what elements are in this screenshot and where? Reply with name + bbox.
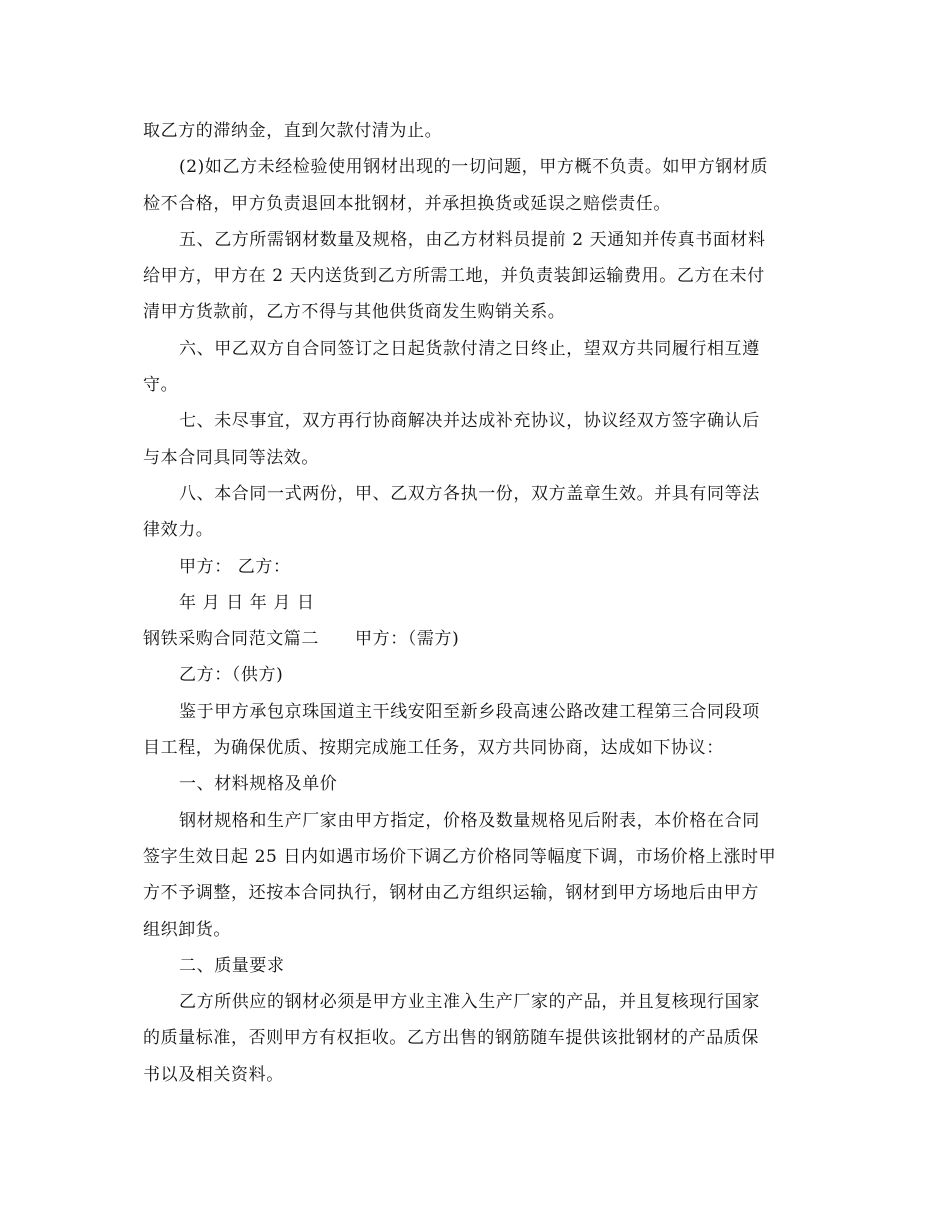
text-line-9: 七、未尽事宜，双方再行协商解决并达成补充协议，协议经双方签字确认后	[179, 411, 760, 432]
text-line-2: (2)如乙方未经检验使用钢材出现的一切问题，甲方概不负责。如甲方钢材质	[179, 157, 769, 178]
signature-dates: 年 月 日 年 月 日	[179, 592, 315, 613]
text-line-7: 六、甲乙双方自合同签订之日起货款付清之日终止，望双方共同履行相互遵	[179, 338, 760, 359]
text-line-21: 签字生效日起 25 日内如遇市场价下调乙方价格同等幅度下调，市场价格上涨时甲	[143, 846, 777, 867]
text-line-27: 书以及相关资料。	[143, 1064, 284, 1085]
subheading-quality: 二、质量要求	[179, 955, 285, 976]
document-body	[143, 113, 803, 1093]
text-line-22: 方不予调整，还按本合同执行，钢材由乙方组织运输，钢材到甲方场地后由甲方	[143, 883, 759, 904]
text-line-20: 钢材规格和生产厂家由甲方指定，价格及数量规格见后附表，本价格在合同	[179, 810, 760, 831]
text-line-10: 与本合同具同等法效。	[143, 447, 319, 468]
subheading-materials: 一、材料规格及单价	[179, 774, 338, 795]
text-line-12: 律效力。	[143, 520, 214, 541]
section-heading-line	[143, 621, 803, 657]
text-line-11: 八、本合同一式两份，甲、乙双方各执一份，双方盖章生效。并具有同等法	[179, 483, 760, 504]
text-line-17: 鉴于甲方承包京珠国道主干线安阳至新乡段高速公路改建工程第三合同段项	[179, 701, 760, 722]
text-line-3: 检不合格，甲方负责退回本批钢材，并承担换货或延误之赔偿责任。	[143, 193, 671, 214]
signature-labels: 甲方： 乙方：	[179, 556, 291, 577]
text-line-5: 给甲方，甲方在 2 天内送货到乙方所需工地，并负责装卸运输费用。乙方在未付	[143, 266, 765, 287]
party-a-label: 甲方：（需方)	[355, 629, 460, 650]
section-title: 钢铁采购合同范文篇二	[143, 629, 319, 650]
text-line-6: 清甲方货款前，乙方不得与其他供货商发生购销关系。	[143, 302, 566, 323]
party-b-label: 乙方：（供方)	[179, 665, 284, 686]
text-line-26: 的质量标准，否则甲方有权拒收。乙方出售的钢筋随车提供该批钢材的产品质保	[143, 1028, 759, 1049]
text-line-8: 守。	[143, 375, 179, 396]
text-line-4: 五、乙方所需钢材数量及规格，由乙方材料员提前 2 天通知并传真书面材料	[179, 229, 766, 250]
text-line-1: 取乙方的滞纳金，直到欠款付清为止。	[143, 121, 443, 141]
text-line-25: 乙方所供应的钢材必须是甲方业主准入生产厂家的产品，并且复核现行国家	[179, 992, 760, 1013]
text-line-18: 目工程，为确保优质、按期完成施工任务，双方共同协商，达成如下协议：	[143, 738, 724, 759]
text-line-23: 组织卸货。	[143, 919, 231, 940]
